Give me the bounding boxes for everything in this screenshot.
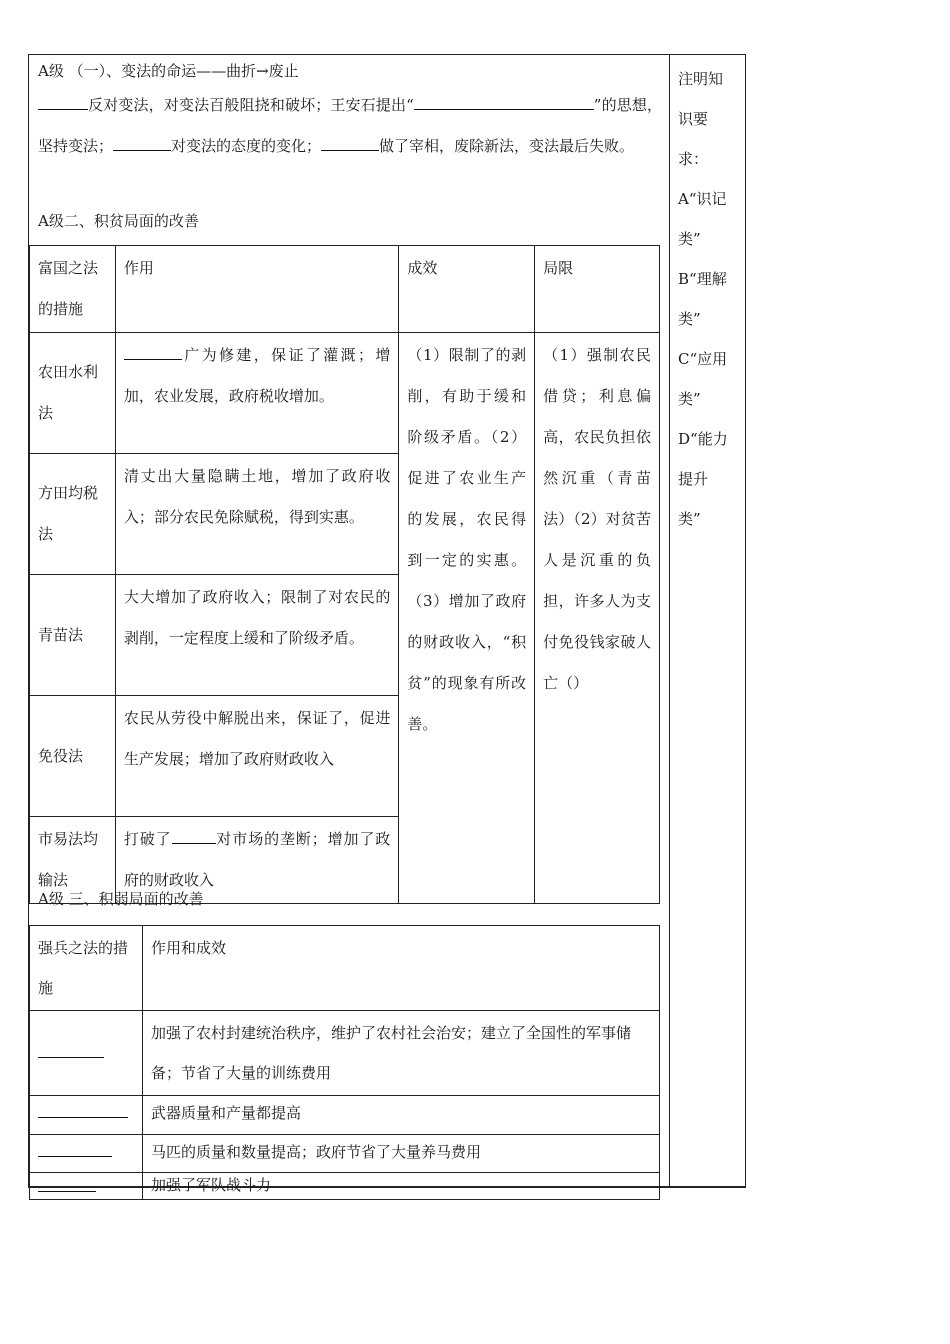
sidebar-line: C“应用 (678, 350, 728, 368)
sidebar-line: 类” (678, 510, 701, 528)
section3-heading: A级 三、积弱局面的改善 (38, 890, 204, 908)
table-row (30, 333, 660, 454)
military-measures-table (29, 925, 660, 1200)
table-row (30, 1096, 660, 1135)
sidebar-line: 类” (678, 310, 701, 328)
row-effect: 大大增加了政府收入；限制了对农民的剥削，一定程度上缓和了阶级矛盾。 (115, 575, 398, 696)
row-effect: 打破了 对市场的垄断；增加了政府的财政收入 (115, 817, 398, 904)
row-effect: 加强了军队战斗力 (142, 1173, 659, 1200)
result-cell: （1）限制了的剥削，有助于缓和阶级矛盾。（2）促进了农业生产的发展，农民得到一定的实惠。（3）增加了政府的财政收入，“积贫”的现象有所改善。 (399, 333, 535, 904)
fill-blank[interactable] (38, 1175, 96, 1192)
table-row (30, 1135, 660, 1173)
header-limit: 局限 (535, 246, 660, 333)
fill-blank[interactable] (38, 93, 88, 110)
sidebar-line: A“识记 (678, 190, 727, 208)
sidebar-line: D“能力 (678, 430, 728, 448)
requirements-sidebar (669, 55, 746, 1186)
sidebar-line: 类” (678, 230, 701, 248)
header-measure: 强兵之法的措施 (30, 926, 143, 1011)
row-name: 市易法均输法 (30, 817, 116, 904)
measure-blank-cell (30, 1096, 143, 1135)
sidebar-line: 注明知 (678, 70, 724, 88)
sidebar-line: B“理解 (678, 270, 727, 288)
row-effect: 加强了农村封建统治秩序，维护了农村社会治安；建立了全国性的军事储备；节省了大量的训练费用 (142, 1011, 659, 1096)
fill-blank[interactable] (38, 1041, 104, 1058)
fill-blank[interactable] (113, 134, 171, 151)
sidebar-line: 提升 (678, 470, 709, 488)
header-effect: 作用和成效 (142, 926, 659, 1011)
row-effect: 马匹的质量和数量提高；政府节省了大量养马费用 (142, 1135, 659, 1173)
measure-blank-cell (30, 1135, 143, 1173)
worksheet-frame (28, 54, 746, 1194)
section1-body: 反对变法，对变法百般阻挠和破坏；王安石提出“ ”的思想，坚持变法； 对变法的态度的变化； 做了宰相，废除新法，变法最后失败。 (38, 85, 662, 167)
row-effect: 清丈出大量隐瞒土地，增加了政府收入；部分农民免除赋税，得到实惠。 (115, 454, 398, 575)
measure-blank-cell (30, 1173, 143, 1200)
row-effect: 武器质量和产量都提高 (142, 1096, 659, 1135)
fill-blank[interactable] (172, 827, 216, 844)
main-column (29, 55, 669, 1194)
table-row (30, 1173, 660, 1200)
row-name: 方田均税法 (30, 454, 116, 575)
row-effect: 农民从劳役中解脱出来，保证了，促进生产发展；增加了政府财政收入 (115, 696, 398, 817)
wealth-measures-table (29, 245, 660, 904)
measure-blank-cell (30, 1011, 143, 1096)
fill-blank[interactable] (124, 343, 182, 360)
section-reform-fate (38, 57, 662, 167)
header-effect: 作用 (115, 246, 398, 333)
row-name: 农田水利法 (30, 333, 116, 454)
table-header-row (30, 246, 660, 333)
sidebar-line: 类” (678, 390, 701, 408)
table-header-row (30, 926, 660, 1011)
fill-blank[interactable] (38, 1101, 128, 1118)
header-measure: 富国之法的措施 (30, 246, 116, 333)
section2-heading: A级二、积贫局面的改善 (38, 212, 199, 230)
limit-cell: （1）强制农民借贷；利息偏高，农民负担依然沉重（青苗法）（2）对贫苦人是沉重的负担，许多人为支付免役钱家破人亡（） (535, 333, 660, 904)
section1-heading: A级 （一）、变法的命运——曲折→废止 (38, 62, 299, 80)
header-result: 成效 (399, 246, 535, 333)
table-row (30, 1011, 660, 1096)
sidebar-line: 识要 (678, 110, 709, 128)
fill-blank[interactable] (38, 1140, 112, 1157)
sidebar-line: 求： (678, 150, 709, 168)
row-name: 免役法 (30, 696, 116, 817)
row-name: 青苗法 (30, 575, 116, 696)
fill-blank[interactable] (321, 134, 379, 151)
row-effect: 广为修建，保证了灌溉；增加，农业发展，政府税收增加。 (115, 333, 398, 454)
fill-blank[interactable] (414, 93, 594, 110)
